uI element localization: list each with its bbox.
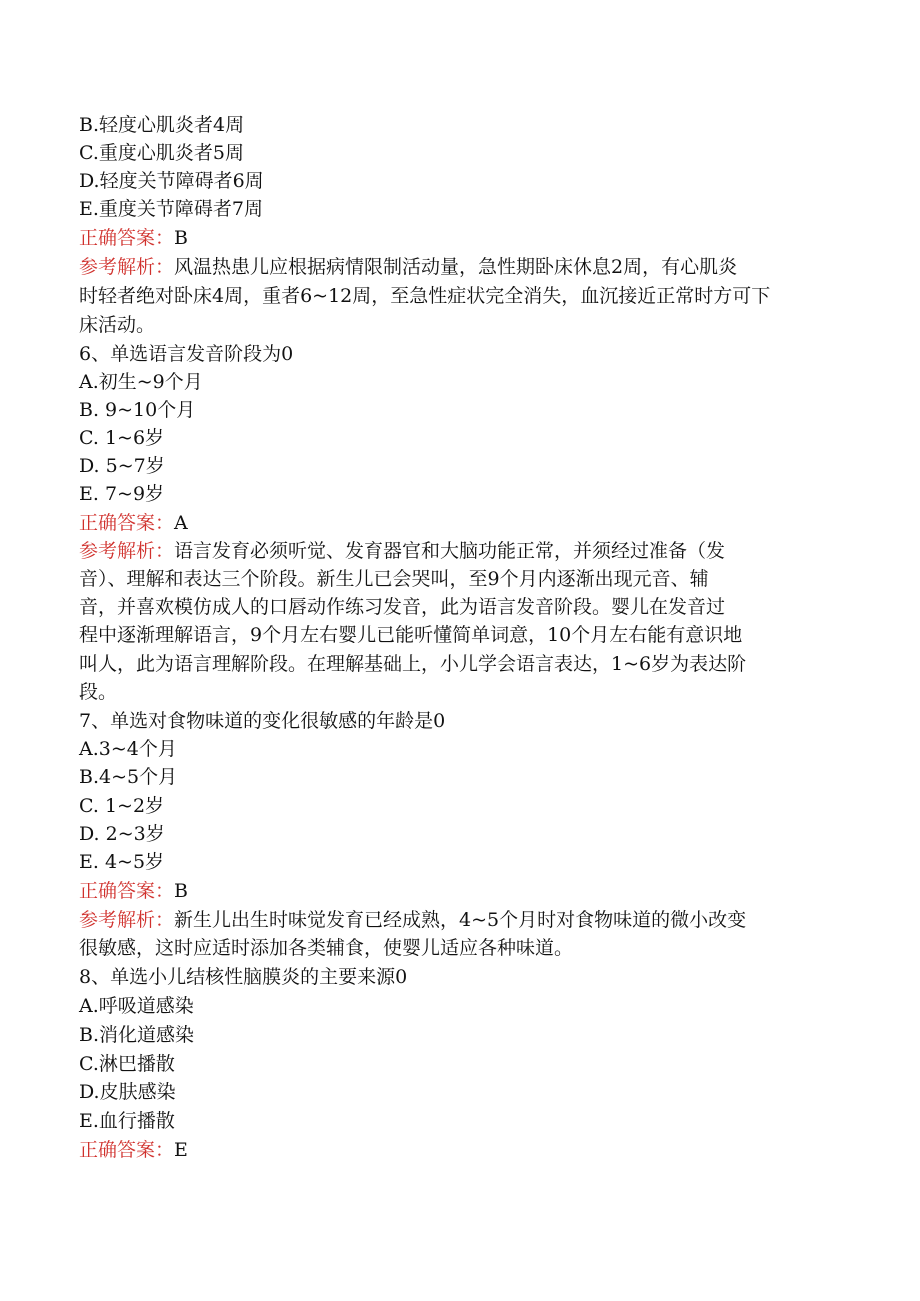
q5-option-b: B.轻度心肌炎者4周	[79, 114, 245, 136]
analysis-label: 参考解析：	[79, 540, 175, 562]
answer-value: E	[174, 1139, 188, 1161]
q6-analysis-line-2: 音）、理解和表达三个阶段。新生儿已会哭叫，至9个月内逐渐出现元音、辅	[79, 568, 709, 590]
analysis-label: 参考解析：	[79, 909, 175, 931]
analysis-text: 新生儿出生时味觉发育已经成熟，4~5个月时对食物味道的微小改变	[174, 909, 747, 931]
q8-title: 8、单选小儿结核性脑膜炎的主要来源0	[79, 966, 408, 988]
q5-option-e: E.重度关节障碍者7周	[79, 198, 263, 220]
q6-analysis-line-3: 音，并喜欢模仿成人的口唇动作练习发音，此为语言发音阶段。婴儿在发音过	[79, 596, 726, 618]
q5-analysis-line-1	[79, 253, 737, 281]
q6-analysis-line-6: 段。	[79, 681, 118, 703]
answer-label: 正确答案：	[79, 512, 175, 534]
q6-title: 6、单选语言发音阶段为0	[79, 343, 294, 365]
q7-option-a: A.3~4个月	[79, 738, 177, 760]
q6-analysis-line-1	[79, 537, 725, 565]
q7-option-e: E. 4~5岁	[79, 851, 165, 873]
analysis-text: 语言发育必须听觉、发育器官和大脑功能正常，并须经过准备（发	[174, 540, 726, 562]
q5-analysis-line-3: 床活动。	[79, 314, 156, 336]
q6-option-e: E. 7~9岁	[79, 483, 165, 505]
q8-option-e: E.血行播散	[79, 1110, 175, 1132]
q5-option-c: C.重度心肌炎者5周	[79, 142, 244, 164]
q7-answer	[79, 877, 188, 905]
answer-label: 正确答案：	[79, 880, 175, 902]
q6-option-b: B. 9~10个月	[79, 399, 196, 421]
q6-option-c: C. 1~6岁	[79, 427, 165, 449]
answer-value: B	[174, 227, 188, 249]
answer-value: B	[174, 880, 188, 902]
q8-answer	[79, 1136, 188, 1164]
q8-option-b: B.消化道感染	[79, 1024, 195, 1046]
answer-value: A	[174, 512, 188, 534]
q7-option-c: C. 1~2岁	[79, 795, 165, 817]
q6-answer	[79, 509, 188, 537]
analysis-text: 风温热患儿应根据病情限制活动量，急性期卧床休息2周，有心肌炎	[174, 256, 738, 278]
q8-option-a: A.呼吸道感染	[79, 995, 194, 1017]
q6-analysis-line-5: 叫人，此为语言理解阶段。在理解基础上，小儿学会语言表达，1~6岁为表达阶	[79, 653, 747, 675]
analysis-label: 参考解析：	[79, 256, 175, 278]
answer-label: 正确答案：	[79, 1139, 175, 1161]
q6-option-d: D. 5~7岁	[79, 455, 165, 477]
q7-option-d: D. 2~3岁	[79, 823, 165, 845]
q5-answer	[79, 224, 188, 252]
q7-option-b: B.4~5个月	[79, 766, 178, 788]
q5-option-d: D.轻度关节障碍者6周	[79, 170, 264, 192]
q7-analysis-line-2: 很敏感，这时应适时添加各类辅食，使婴儿适应各种味道。	[79, 937, 574, 959]
q7-analysis-line-1	[79, 906, 746, 934]
answer-label: 正确答案：	[79, 227, 175, 249]
q6-analysis-line-4: 程中逐渐理解语言，9个月左右婴儿已能听懂简单词意，10个月左右能有意识地	[79, 624, 743, 646]
q8-option-c: C.淋巴播散	[79, 1053, 175, 1075]
q6-option-a: A.初生~9个月	[79, 371, 203, 393]
q5-analysis-line-2: 时轻者绝对卧床4周，重者6~12周，至急性症状完全消失，血沉接近正常时方可下	[79, 285, 771, 307]
q7-title: 7、单选对食物味道的变化很敏感的年龄是0	[79, 710, 446, 732]
q8-option-d: D.皮肤感染	[79, 1081, 176, 1103]
